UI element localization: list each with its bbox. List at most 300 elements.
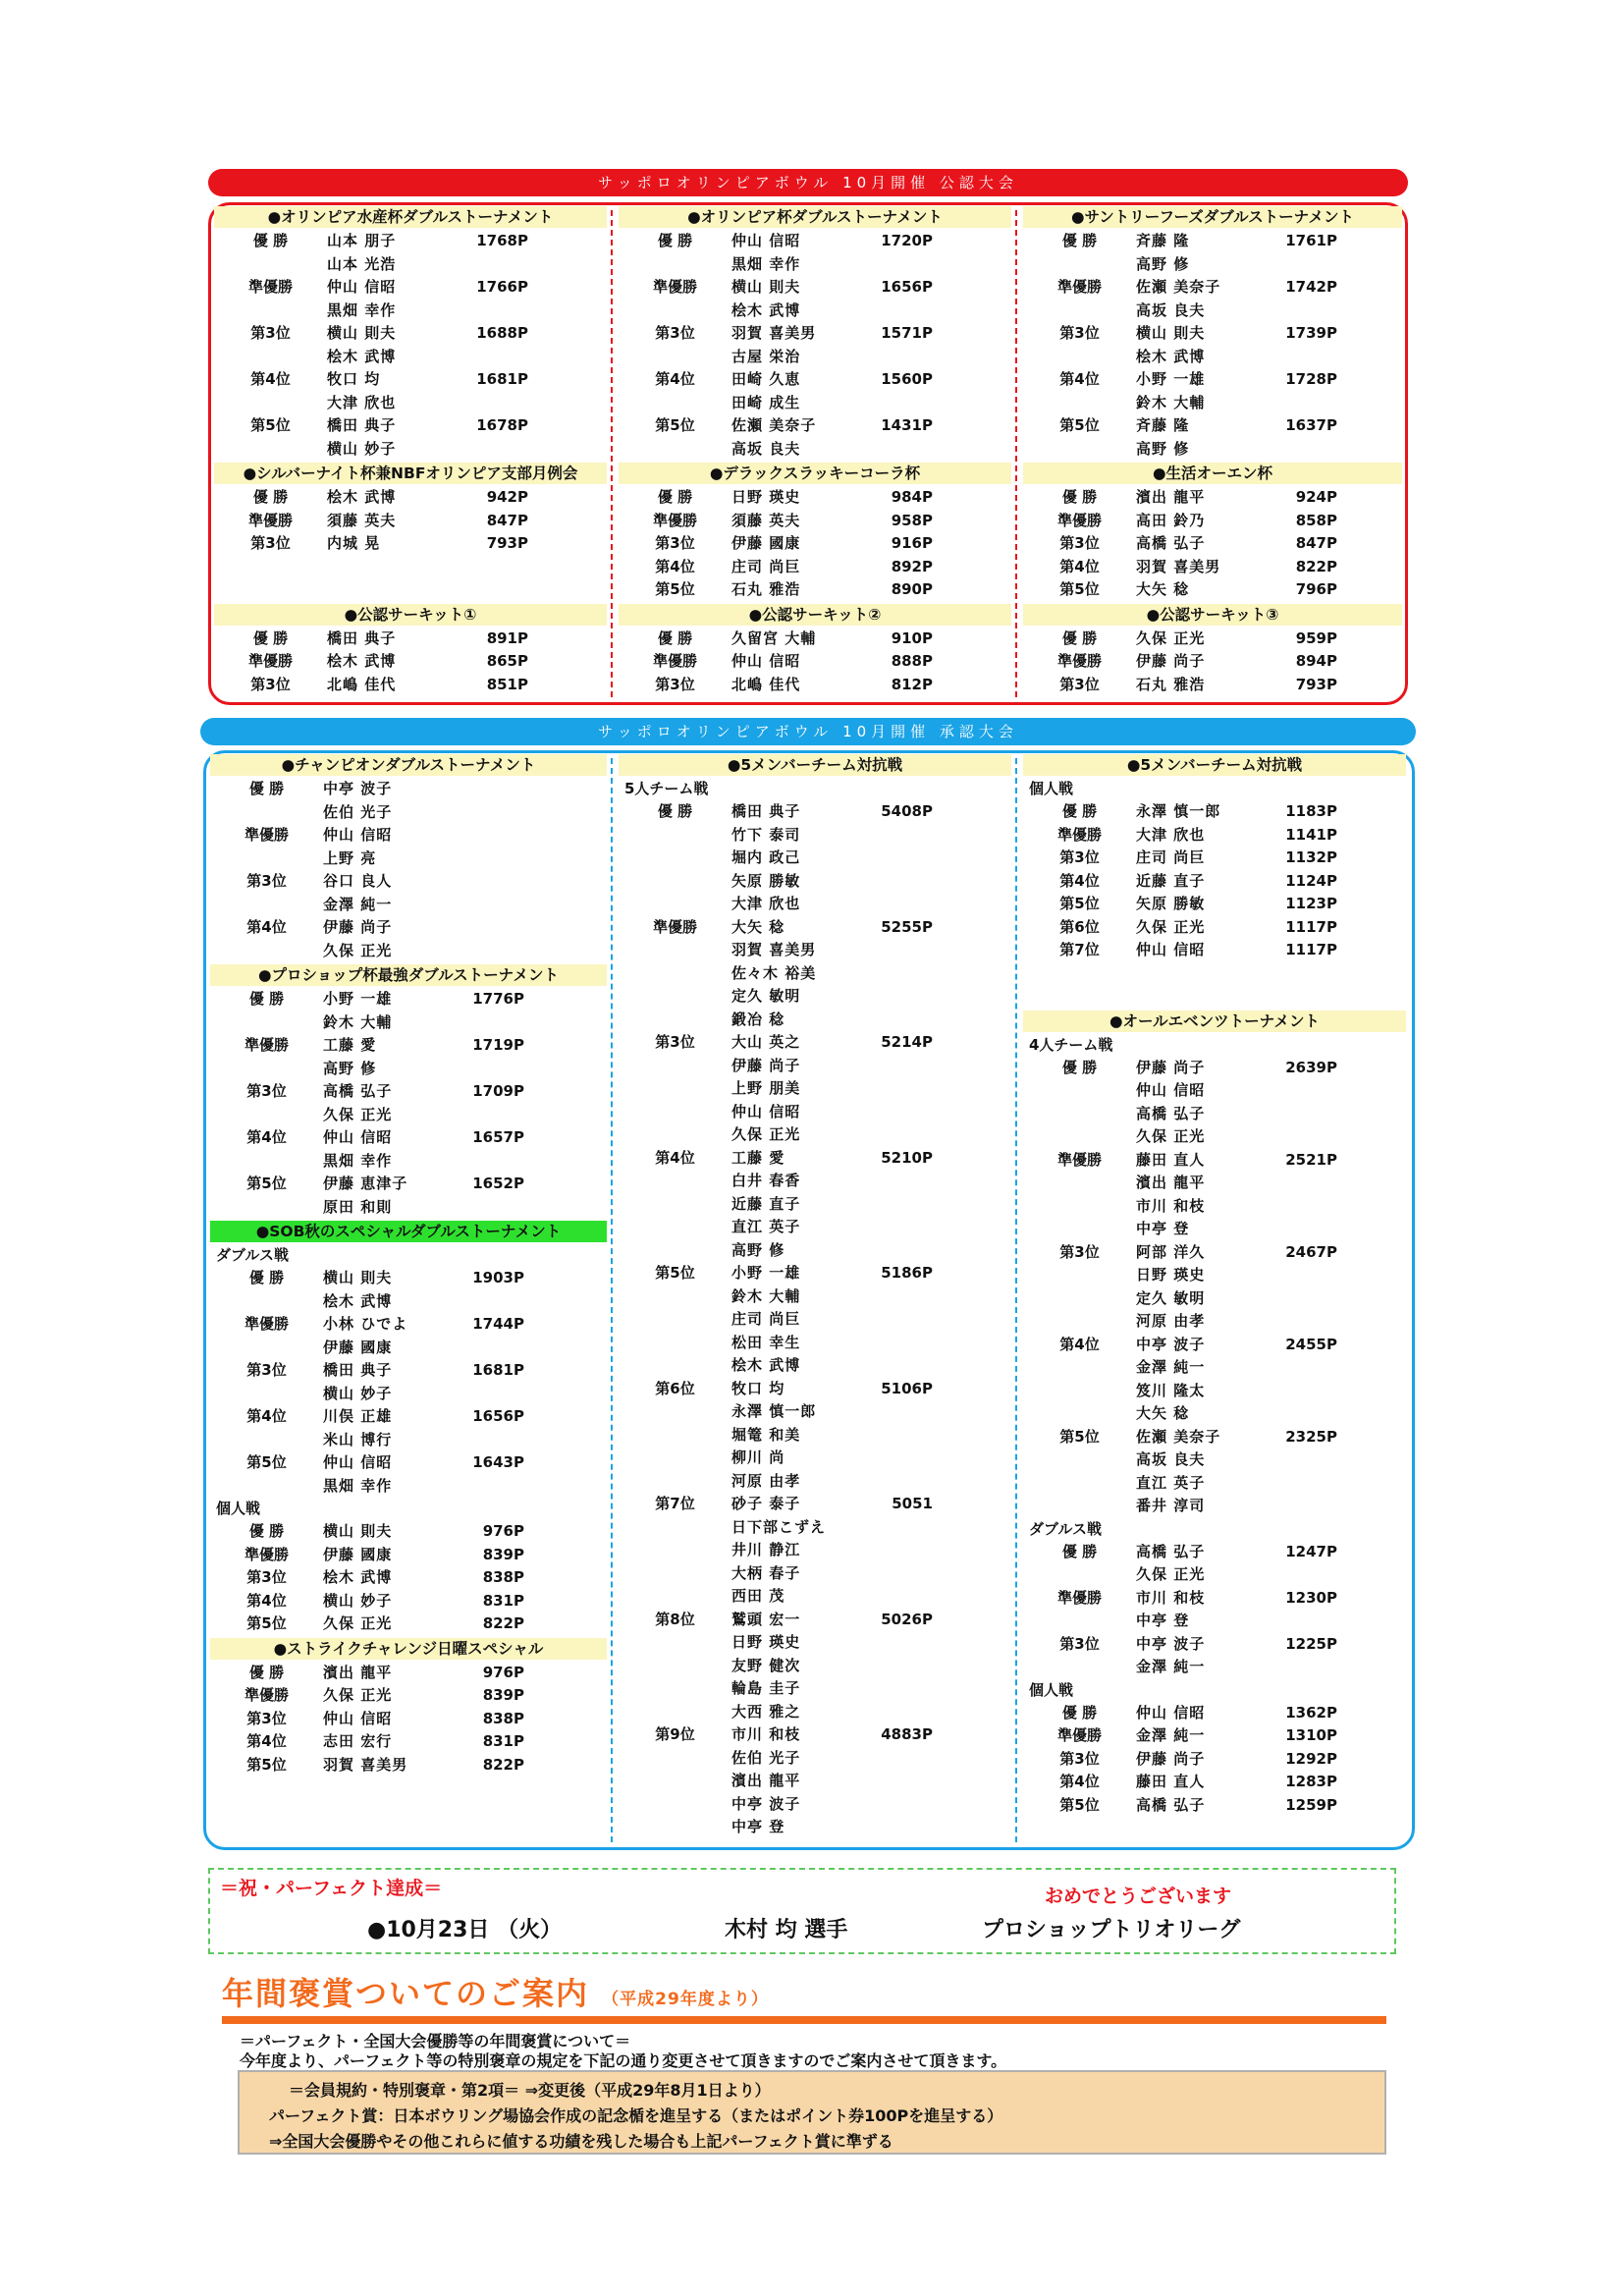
section-title: ●デラックスラッキーコーラ杯 xyxy=(619,463,1011,484)
player-name: 仲山 信昭 xyxy=(731,1102,801,1121)
rank: 第3位 xyxy=(250,534,291,552)
score: 1247P xyxy=(1285,1542,1337,1560)
player-name: 濱出 龍平 xyxy=(323,1663,393,1681)
result-row xyxy=(619,1123,1011,1147)
score: 1124P xyxy=(1285,871,1337,890)
result-row xyxy=(619,847,1011,870)
rank: 優 勝 xyxy=(657,802,693,820)
rank: 優 勝 xyxy=(657,629,693,647)
player-name: 白井 春香 xyxy=(731,1172,801,1189)
rank: 優 勝 xyxy=(248,780,285,797)
score: 4883P xyxy=(881,1725,933,1743)
rank: 準優勝 xyxy=(1056,1588,1102,1607)
player-name: 仲山 信昭 xyxy=(323,1453,393,1471)
rank: 第6位 xyxy=(655,1379,695,1397)
result-row xyxy=(210,1313,607,1337)
result-row xyxy=(619,1493,1011,1516)
score xyxy=(440,438,528,462)
annual-line-2: 今年度より、パーフェクト等の特別褒章の規定を下記の通り変更させて頂きますのでご案内させて頂きます。 xyxy=(240,2051,1007,2070)
player-name: 桧木 武博 xyxy=(323,1291,393,1310)
section-title: ●SOB秋のスペシャルダブルストーナメント xyxy=(210,1221,607,1242)
result-row xyxy=(1023,230,1402,253)
score xyxy=(844,1285,933,1309)
rank: 準優勝 xyxy=(247,652,293,670)
result-row xyxy=(210,778,607,801)
rank xyxy=(210,1150,323,1174)
result-row xyxy=(1023,1334,1406,1357)
result-row xyxy=(214,346,607,369)
score xyxy=(844,1585,933,1609)
rank xyxy=(619,1285,731,1309)
player-name: 伊藤 國康 xyxy=(323,1545,393,1563)
rank xyxy=(214,346,327,369)
score xyxy=(844,1562,933,1586)
score xyxy=(1249,1218,1337,1241)
annual-rule-3: ⇒全国大会優勝やその他これらに値する功績を残した場合も上記パーフェクト賞に準ずる xyxy=(269,2132,893,2151)
score: 865P xyxy=(486,652,528,670)
player-name: 橋田 典子 xyxy=(327,629,397,647)
score: 847P xyxy=(1295,534,1337,552)
score xyxy=(1249,1610,1337,1633)
rank: 準優勝 xyxy=(243,826,289,844)
result-row xyxy=(214,414,607,438)
player-name: 井川 静江 xyxy=(731,1541,801,1558)
result-row xyxy=(619,916,1011,940)
result-row xyxy=(1023,1587,1406,1611)
player-name: 桧木 武博 xyxy=(323,1568,393,1586)
result-row xyxy=(619,392,1011,415)
result-row xyxy=(1023,1771,1406,1794)
result-row xyxy=(1023,1794,1406,1818)
result-row xyxy=(1023,1724,1406,1748)
player-name: 小野 一雄 xyxy=(323,990,393,1008)
score: 924P xyxy=(1295,488,1337,506)
score xyxy=(436,847,524,871)
score xyxy=(844,1516,933,1540)
rank: 準優勝 xyxy=(652,511,697,529)
rank xyxy=(1023,1610,1136,1633)
result-row xyxy=(619,1077,1011,1101)
player-name: 桧木 武博 xyxy=(731,301,801,319)
annual-heading xyxy=(222,1969,769,2014)
player-name: 久保 正光 xyxy=(323,941,393,959)
result-row xyxy=(214,438,607,462)
score: 1123P xyxy=(1285,895,1337,912)
result-row xyxy=(619,962,1011,986)
rank: 第4位 xyxy=(1059,557,1100,575)
result-row xyxy=(1023,1472,1406,1496)
result-row xyxy=(619,253,1011,277)
result-row xyxy=(210,894,607,917)
result-row xyxy=(619,346,1011,369)
player-name: 竹下 泰司 xyxy=(731,825,801,844)
player-name: 石丸 雅浩 xyxy=(1136,675,1206,693)
score xyxy=(440,346,528,369)
rank xyxy=(210,1104,323,1127)
score xyxy=(1249,1264,1337,1287)
rank: 第5位 xyxy=(1059,416,1100,434)
player-name: 横山 妙子 xyxy=(323,1384,393,1402)
score: 2455P xyxy=(1285,1335,1337,1353)
rank xyxy=(619,1216,731,1239)
score: 1183P xyxy=(1285,802,1337,820)
rank xyxy=(619,1539,731,1562)
score xyxy=(1249,392,1337,415)
score: 1132P xyxy=(1285,848,1337,866)
result-row xyxy=(619,674,1011,697)
score xyxy=(440,253,528,277)
result-row xyxy=(1023,1748,1406,1772)
score xyxy=(1249,1472,1337,1496)
score xyxy=(1249,1380,1337,1403)
rank xyxy=(619,1077,731,1101)
rank: 第4位 xyxy=(246,1591,287,1610)
player-name xyxy=(327,578,440,602)
rank xyxy=(1023,346,1136,369)
player-name: 久保 正光 xyxy=(323,1614,393,1632)
player-name: 鈴木 大輔 xyxy=(323,1012,393,1031)
player-name: 横山 則夫 xyxy=(731,278,801,296)
result-row xyxy=(1023,1172,1406,1195)
score: 1688P xyxy=(476,324,528,342)
player-name: 橋田 典子 xyxy=(323,1361,393,1379)
section-subtitle: 4人チーム戦 xyxy=(1029,1035,1113,1054)
result-row xyxy=(1023,962,1406,986)
score xyxy=(436,1337,524,1360)
rank: 準優勝 xyxy=(652,278,697,296)
player-name: 高野 修 xyxy=(323,1059,377,1077)
score xyxy=(1249,1563,1337,1587)
player-name: 庄司 尚巨 xyxy=(731,1310,801,1328)
result-row xyxy=(1023,1218,1406,1241)
rank xyxy=(214,556,327,579)
player-name: 久保 正光 xyxy=(1136,1565,1206,1583)
result-row xyxy=(214,322,607,346)
result-row xyxy=(619,1770,1011,1793)
result-row xyxy=(619,300,1011,323)
rank xyxy=(619,1677,731,1701)
result-row xyxy=(210,940,607,963)
rank: 第3位 xyxy=(246,1568,287,1586)
result-row xyxy=(619,1609,1011,1632)
section-title: ●オリンピア水産杯ダブルストーナメント xyxy=(214,206,607,228)
result-row xyxy=(619,1631,1011,1655)
section-title: ●公認サーキット③ xyxy=(1023,604,1402,626)
score xyxy=(844,1655,933,1678)
result-row xyxy=(210,1337,607,1360)
player-name: 砂子 泰子 xyxy=(731,1495,801,1512)
player-name: 伊藤 尚子 xyxy=(1136,1058,1206,1076)
player-name: 久保 正光 xyxy=(1136,1127,1206,1145)
result-row xyxy=(1023,300,1402,323)
result-row xyxy=(210,1708,607,1731)
player-name: 仲山 信昭 xyxy=(323,1709,393,1727)
rank xyxy=(619,1631,731,1655)
score: 1719P xyxy=(472,1036,524,1054)
rank: 準優勝 xyxy=(1056,652,1102,670)
score: 959P xyxy=(1295,629,1337,647)
rank: 第3位 xyxy=(655,534,695,552)
result-row xyxy=(210,1684,607,1708)
result-row xyxy=(210,1290,607,1314)
result-row xyxy=(210,1613,607,1636)
result-row xyxy=(214,486,607,510)
result-row xyxy=(214,253,607,277)
score xyxy=(436,894,524,917)
score: 1431P xyxy=(881,416,933,434)
player-name: 山本 朋子 xyxy=(327,232,397,249)
perfect-league: プロショップトリオリーグ xyxy=(982,1918,1241,1942)
result-row xyxy=(1023,1402,1406,1426)
rank: 第4位 xyxy=(1059,1773,1100,1790)
score: 1761P xyxy=(1285,232,1337,249)
score: 1720P xyxy=(881,232,933,249)
score: 1903P xyxy=(472,1269,524,1286)
rank: 第5位 xyxy=(655,1264,695,1282)
result-row xyxy=(619,800,1011,824)
score xyxy=(436,940,524,963)
player-name: 日野 瑛史 xyxy=(731,488,801,506)
player-name: 定久 敏明 xyxy=(1136,1288,1206,1307)
score: 822P xyxy=(482,1755,524,1774)
player-name: 小野 一雄 xyxy=(731,1264,801,1282)
section-title: ●シルバーナイト杯兼NBFオリンピア支部月例会 xyxy=(214,463,607,484)
player-name: 大津 欣也 xyxy=(731,895,801,912)
section-title: ●5メンバーチーム対抗戦 xyxy=(619,754,1011,776)
player-name: 高橋 弘子 xyxy=(1136,1104,1206,1122)
result-row xyxy=(1023,1449,1406,1472)
player-name: 横山 則夫 xyxy=(1136,324,1206,342)
rank: 第3位 xyxy=(250,324,291,342)
rank: 準優勝 xyxy=(652,917,697,936)
result-row xyxy=(1023,276,1402,300)
player-name: 直江 英子 xyxy=(731,1218,801,1235)
score xyxy=(844,962,933,986)
player-name: 友野 健次 xyxy=(731,1656,801,1674)
result-row xyxy=(214,532,607,556)
result-row xyxy=(619,414,1011,438)
score xyxy=(844,1400,933,1424)
player-name: 金澤 純一 xyxy=(323,895,393,913)
perfect-player: 木村 均 選手 xyxy=(725,1918,848,1942)
player-name: 河原 由孝 xyxy=(731,1471,801,1490)
rank: 第4位 xyxy=(1059,871,1100,890)
rank xyxy=(619,392,731,415)
result-row xyxy=(1023,532,1402,556)
result-row xyxy=(210,1173,607,1196)
player-name: 須藤 英夫 xyxy=(327,511,397,529)
score: 2467P xyxy=(1285,1242,1337,1261)
score: 1742P xyxy=(1285,278,1337,296)
rank: 第3位 xyxy=(250,675,291,693)
annual-rules-box xyxy=(238,2070,1386,2155)
score: 838P xyxy=(482,1568,524,1586)
rank: 優 勝 xyxy=(252,488,289,506)
player-name: 市川 和枝 xyxy=(731,1725,801,1743)
player-name: 金澤 純一 xyxy=(1136,1358,1206,1376)
player-name: 中亭 波子 xyxy=(323,780,393,797)
rank: 優 勝 xyxy=(252,232,289,249)
score: 831P xyxy=(482,1732,524,1750)
player-name: 中亭 登 xyxy=(731,1818,785,1835)
rank: 優 勝 xyxy=(248,1522,285,1540)
result-row xyxy=(1023,939,1406,962)
score xyxy=(844,1308,933,1332)
result-row xyxy=(619,368,1011,392)
player-name: 横山 則夫 xyxy=(327,324,397,342)
result-row xyxy=(210,1267,607,1290)
score: 1571P xyxy=(881,324,933,342)
player-name: 柳川 尚 xyxy=(731,1449,785,1466)
perfect-date: ●10月23日 （火） xyxy=(367,1918,563,1942)
score: 839P xyxy=(482,1686,524,1704)
score xyxy=(436,1011,524,1035)
section-subtitle: 個人戦 xyxy=(1029,780,1074,797)
result-row xyxy=(619,230,1011,253)
result-row xyxy=(619,1193,1011,1217)
section-title: ●プロショップ杯最強ダブルストーナメント xyxy=(210,964,607,986)
score: 1362P xyxy=(1285,1703,1337,1722)
result-row xyxy=(1023,870,1406,894)
player-name: 高野 修 xyxy=(1136,254,1190,273)
result-row xyxy=(1023,985,1406,1009)
rank xyxy=(619,1747,731,1771)
rank xyxy=(1023,1125,1136,1149)
score: 838P xyxy=(482,1709,524,1727)
player-name: 北嶋 佳代 xyxy=(731,675,801,693)
player-name: 久保 正光 xyxy=(323,1686,393,1704)
result-row xyxy=(619,1562,1011,1586)
player-name: 黒畑 幸作 xyxy=(323,1476,393,1495)
score: 5051 xyxy=(892,1495,933,1512)
player-name: 高橋 弘子 xyxy=(1136,534,1206,552)
result-row xyxy=(1023,916,1406,940)
rank xyxy=(210,1429,323,1452)
result-row xyxy=(214,300,607,323)
score: 1652P xyxy=(472,1175,524,1192)
rank: 第5位 xyxy=(246,1614,287,1632)
score xyxy=(844,847,933,870)
player-name: 堀篭 和美 xyxy=(731,1425,801,1444)
rank: 優 勝 xyxy=(657,488,693,506)
score xyxy=(1249,985,1337,1009)
annual-underline xyxy=(222,2016,1386,2024)
score: 1709P xyxy=(472,1082,524,1100)
rank xyxy=(619,870,731,894)
rank xyxy=(1023,1195,1136,1219)
score: 888P xyxy=(891,652,933,670)
result-row xyxy=(1023,1633,1406,1657)
result-row xyxy=(210,1451,607,1475)
rank xyxy=(210,894,323,917)
player-name: 鈴木 大輔 xyxy=(1136,393,1206,411)
result-row xyxy=(1023,556,1402,579)
result-row xyxy=(210,1126,607,1150)
player-name: 桧木 武博 xyxy=(327,347,397,365)
score: 1766P xyxy=(476,278,528,296)
rank: 第3位 xyxy=(655,1033,695,1051)
result-row xyxy=(619,1332,1011,1355)
result-row xyxy=(1023,628,1402,651)
player-name: 高野 修 xyxy=(1136,439,1190,458)
score xyxy=(440,392,528,415)
score xyxy=(440,578,528,602)
rank xyxy=(1023,1310,1136,1334)
rank: 第3位 xyxy=(1059,324,1100,342)
result-row xyxy=(1023,1541,1406,1564)
score: 890P xyxy=(891,580,933,598)
player-name xyxy=(1136,962,1249,986)
rank: 優 勝 xyxy=(1061,1542,1098,1560)
rank: 第7位 xyxy=(655,1495,695,1512)
player-name: 伊藤 尚子 xyxy=(1136,652,1206,670)
result-row xyxy=(214,368,607,392)
result-row xyxy=(1023,847,1406,870)
score xyxy=(844,346,933,369)
player-name: 濱出 龍平 xyxy=(731,1772,801,1789)
score xyxy=(844,1447,933,1470)
rank xyxy=(619,1308,731,1332)
score: 847P xyxy=(486,511,528,529)
section-title: ●生活オーエン杯 xyxy=(1023,463,1402,484)
score xyxy=(844,1216,933,1239)
player-name: 横山 妙子 xyxy=(323,1591,393,1610)
player-name: 中亭 波子 xyxy=(1136,1634,1206,1653)
result-row xyxy=(210,824,607,847)
rank: 優 勝 xyxy=(1061,1058,1098,1076)
result-row xyxy=(619,985,1011,1009)
score: 942P xyxy=(486,488,528,506)
rank: 第4位 xyxy=(1059,370,1100,388)
result-row xyxy=(1023,1287,1406,1311)
rank xyxy=(619,253,731,277)
score: 822P xyxy=(482,1614,524,1632)
approved-column-3 xyxy=(1023,752,1406,1817)
player-name: 佐伯 光子 xyxy=(323,802,393,821)
player-name: 市川 和枝 xyxy=(1136,1196,1206,1215)
score: 1225P xyxy=(1285,1634,1337,1653)
rank: 第5位 xyxy=(1059,580,1100,598)
player-name: 大矢 稔 xyxy=(1136,1404,1190,1422)
rank xyxy=(619,1816,731,1839)
score xyxy=(1249,300,1337,323)
section-subtitle: 個人戦 xyxy=(1029,1680,1074,1699)
score: 1656P xyxy=(881,278,933,296)
rank: 第5位 xyxy=(1059,1795,1100,1814)
result-row xyxy=(619,939,1011,962)
result-row xyxy=(619,1470,1011,1494)
result-row xyxy=(1023,322,1402,346)
rank: 第5位 xyxy=(1059,895,1100,912)
section-subtitle: 5人チーム戦 xyxy=(624,780,709,797)
approved-divider-1 xyxy=(611,758,613,1842)
rank: 第3位 xyxy=(246,1361,287,1379)
score xyxy=(1249,1103,1337,1126)
result-row xyxy=(619,1262,1011,1285)
score: 1141P xyxy=(1285,825,1337,844)
rank: 準優勝 xyxy=(1056,278,1102,296)
rank xyxy=(1023,1402,1136,1426)
player-name: 笈川 隆太 xyxy=(1136,1381,1206,1399)
score xyxy=(844,1170,933,1193)
score xyxy=(436,1429,524,1452)
rank: 第4位 xyxy=(655,557,695,575)
result-row xyxy=(619,1747,1011,1771)
result-row xyxy=(619,893,1011,916)
rank xyxy=(619,1585,731,1609)
score xyxy=(436,1383,524,1406)
result-row xyxy=(210,870,607,894)
